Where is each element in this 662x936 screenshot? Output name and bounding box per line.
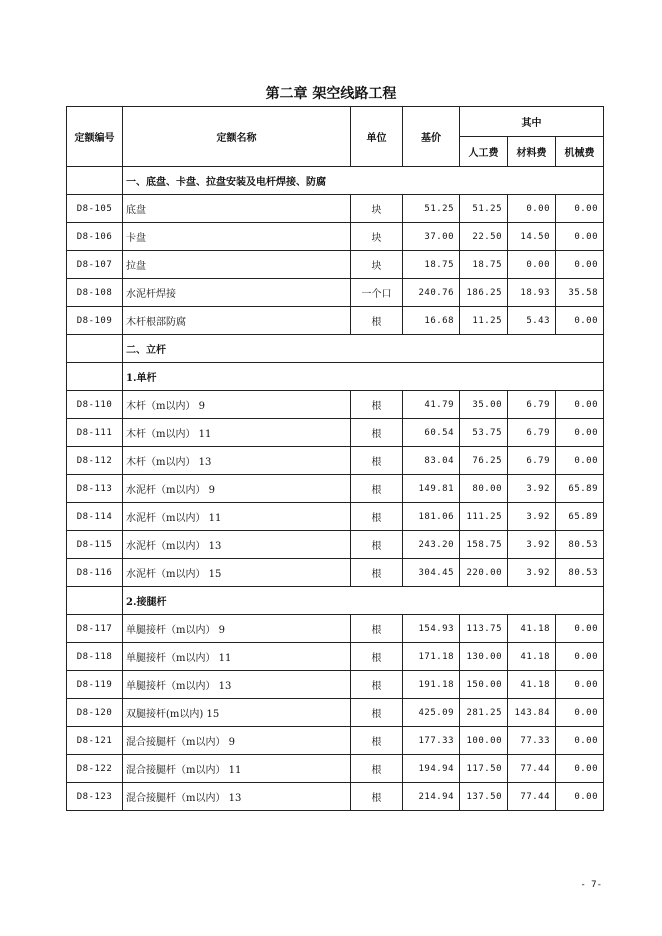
quota-unit: 根 <box>351 643 403 671</box>
base-price: 425.09 <box>403 699 460 727</box>
base-price: 191.18 <box>403 671 460 699</box>
quota-name: 双腿接杆(m以内) 15 <box>123 699 351 727</box>
base-price: 149.81 <box>403 475 460 503</box>
labor-cost: 130.00 <box>460 643 508 671</box>
quota-name: 混合接腿杆（m以内） 11 <box>123 755 351 783</box>
quota-unit: 根 <box>351 727 403 755</box>
table-body <box>67 167 604 811</box>
section-label: 二、立杆 <box>123 335 604 363</box>
table-row <box>67 307 604 335</box>
quota-name: 木杆（m以内） 13 <box>123 447 351 475</box>
header-labor: 人工费 <box>460 137 508 167</box>
quota-name: 水泥杆（m以内） 15 <box>123 559 351 587</box>
machine-cost: 65.89 <box>556 503 604 531</box>
quota-name: 水泥杆焊接 <box>123 279 351 307</box>
base-price: 41.79 <box>403 391 460 419</box>
quota-unit: 块 <box>351 195 403 223</box>
base-price: 304.45 <box>403 559 460 587</box>
header-name: 定额名称 <box>123 107 351 167</box>
header-of-which: 其中 <box>460 107 604 137</box>
labor-cost: 220.00 <box>460 559 508 587</box>
base-price: 37.00 <box>403 223 460 251</box>
header-material: 材料费 <box>508 137 556 167</box>
quota-name: 单腿接杆（m以内） 13 <box>123 671 351 699</box>
machine-cost: 0.00 <box>556 447 604 475</box>
material-cost: 0.00 <box>508 195 556 223</box>
quota-unit: 根 <box>351 307 403 335</box>
base-price: 177.33 <box>403 727 460 755</box>
table-row <box>67 531 604 559</box>
material-cost: 14.50 <box>508 223 556 251</box>
section-row <box>67 363 604 391</box>
material-cost: 0.00 <box>508 251 556 279</box>
material-cost: 77.33 <box>508 727 556 755</box>
table-row <box>67 727 604 755</box>
quota-code: D8-109 <box>67 307 123 335</box>
labor-cost: 76.25 <box>460 447 508 475</box>
material-cost: 77.44 <box>508 783 556 811</box>
table-header <box>67 107 604 167</box>
machine-cost: 0.00 <box>556 419 604 447</box>
quota-code: D8-108 <box>67 279 123 307</box>
machine-cost: 0.00 <box>556 615 604 643</box>
labor-cost: 18.75 <box>460 251 508 279</box>
base-price: 60.54 <box>403 419 460 447</box>
table-row <box>67 475 604 503</box>
section-code-cell <box>67 335 123 363</box>
table-row <box>67 279 604 307</box>
material-cost: 5.43 <box>508 307 556 335</box>
quota-code: D8-121 <box>67 727 123 755</box>
quota-unit: 根 <box>351 503 403 531</box>
quota-unit: 根 <box>351 531 403 559</box>
table-row <box>67 699 604 727</box>
base-price: 171.18 <box>403 643 460 671</box>
section-label: 1.单杆 <box>123 363 604 391</box>
base-price: 243.20 <box>403 531 460 559</box>
material-cost: 41.18 <box>508 643 556 671</box>
quota-unit: 根 <box>351 615 403 643</box>
quota-code: D8-115 <box>67 531 123 559</box>
page-number: - 7- <box>580 880 602 890</box>
base-price: 51.25 <box>403 195 460 223</box>
quota-code: D8-113 <box>67 475 123 503</box>
table-row <box>67 223 604 251</box>
quota-code: D8-106 <box>67 223 123 251</box>
base-price: 181.06 <box>403 503 460 531</box>
quota-unit: 根 <box>351 783 403 811</box>
quota-code: D8-119 <box>67 671 123 699</box>
quota-name: 水泥杆（m以内） 9 <box>123 475 351 503</box>
quota-table <box>66 106 604 811</box>
table-row <box>67 559 604 587</box>
machine-cost: 0.00 <box>556 755 604 783</box>
machine-cost: 0.00 <box>556 391 604 419</box>
machine-cost: 0.00 <box>556 671 604 699</box>
quota-code: D8-114 <box>67 503 123 531</box>
quota-code: D8-118 <box>67 643 123 671</box>
section-row <box>67 335 604 363</box>
machine-cost: 0.00 <box>556 195 604 223</box>
machine-cost: 0.00 <box>556 699 604 727</box>
quota-code: D8-122 <box>67 755 123 783</box>
quota-unit: 根 <box>351 419 403 447</box>
table-row <box>67 783 604 811</box>
labor-cost: 281.25 <box>460 699 508 727</box>
base-price: 154.93 <box>403 615 460 643</box>
quota-code: D8-123 <box>67 783 123 811</box>
page-title: 第二章 架空线路工程 <box>265 86 397 102</box>
labor-cost: 100.00 <box>460 727 508 755</box>
section-label: 一、底盘、卡盘、拉盘安装及电杆焊接、防腐 <box>123 167 604 195</box>
header-machine: 机械费 <box>556 137 604 167</box>
quota-name: 拉盘 <box>123 251 351 279</box>
quota-code: D8-110 <box>67 391 123 419</box>
quota-code: D8-111 <box>67 419 123 447</box>
section-row <box>67 587 604 615</box>
base-price: 194.94 <box>403 755 460 783</box>
quota-name: 木杆（m以内） 9 <box>123 391 351 419</box>
quota-unit: 根 <box>351 699 403 727</box>
material-cost: 3.92 <box>508 475 556 503</box>
labor-cost: 117.50 <box>460 755 508 783</box>
material-cost: 3.92 <box>508 531 556 559</box>
base-price: 214.94 <box>403 783 460 811</box>
quota-name: 混合接腿杆（m以内） 9 <box>123 727 351 755</box>
material-cost: 6.79 <box>508 391 556 419</box>
labor-cost: 111.25 <box>460 503 508 531</box>
quota-name: 水泥杆（m以内） 13 <box>123 531 351 559</box>
quota-name: 单腿接杆（m以内） 9 <box>123 615 351 643</box>
base-price: 240.76 <box>403 279 460 307</box>
labor-cost: 150.00 <box>460 671 508 699</box>
quota-code: D8-105 <box>67 195 123 223</box>
labor-cost: 158.75 <box>460 531 508 559</box>
table-row <box>67 251 604 279</box>
quota-name: 卡盘 <box>123 223 351 251</box>
table-row <box>67 503 604 531</box>
section-label: 2.接腿杆 <box>123 587 604 615</box>
quota-name: 木杆（m以内） 11 <box>123 419 351 447</box>
labor-cost: 22.50 <box>460 223 508 251</box>
labor-cost: 35.00 <box>460 391 508 419</box>
header-base-price: 基价 <box>403 107 460 167</box>
header-unit: 单位 <box>351 107 403 167</box>
labor-cost: 53.75 <box>460 419 508 447</box>
machine-cost: 0.00 <box>556 643 604 671</box>
section-code-cell <box>67 363 123 391</box>
table-row <box>67 615 604 643</box>
machine-cost: 0.00 <box>556 727 604 755</box>
machine-cost: 0.00 <box>556 251 604 279</box>
labor-cost: 113.75 <box>460 615 508 643</box>
header-code: 定额编号 <box>67 107 123 167</box>
quota-unit: 根 <box>351 755 403 783</box>
section-code-cell <box>67 587 123 615</box>
quota-code: D8-112 <box>67 447 123 475</box>
material-cost: 77.44 <box>508 755 556 783</box>
labor-cost: 137.50 <box>460 783 508 811</box>
table-row <box>67 447 604 475</box>
machine-cost: 0.00 <box>556 783 604 811</box>
table-row <box>67 643 604 671</box>
quota-unit: 根 <box>351 447 403 475</box>
quota-name: 木杆根部防腐 <box>123 307 351 335</box>
machine-cost: 0.00 <box>556 223 604 251</box>
material-cost: 143.84 <box>508 699 556 727</box>
quota-unit: 根 <box>351 475 403 503</box>
quota-name: 混合接腿杆（m以内） 13 <box>123 783 351 811</box>
quota-unit: 根 <box>351 559 403 587</box>
material-cost: 41.18 <box>508 615 556 643</box>
quota-unit: 块 <box>351 223 403 251</box>
material-cost: 3.92 <box>508 503 556 531</box>
base-price: 83.04 <box>403 447 460 475</box>
labor-cost: 186.25 <box>460 279 508 307</box>
quota-unit: 一个口 <box>351 279 403 307</box>
material-cost: 6.79 <box>508 419 556 447</box>
quota-code: D8-117 <box>67 615 123 643</box>
quota-code: D8-120 <box>67 699 123 727</box>
section-code-cell <box>67 167 123 195</box>
table-row <box>67 195 604 223</box>
quota-name: 水泥杆（m以内） 11 <box>123 503 351 531</box>
machine-cost: 0.00 <box>556 307 604 335</box>
material-cost: 18.93 <box>508 279 556 307</box>
quota-name: 单腿接杆（m以内） 11 <box>123 643 351 671</box>
labor-cost: 11.25 <box>460 307 508 335</box>
base-price: 18.75 <box>403 251 460 279</box>
table-row <box>67 419 604 447</box>
machine-cost: 80.53 <box>556 531 604 559</box>
material-cost: 41.18 <box>508 671 556 699</box>
table-row <box>67 755 604 783</box>
machine-cost: 80.53 <box>556 559 604 587</box>
material-cost: 3.92 <box>508 559 556 587</box>
quota-code: D8-107 <box>67 251 123 279</box>
quota-code: D8-116 <box>67 559 123 587</box>
labor-cost: 51.25 <box>460 195 508 223</box>
quota-unit: 块 <box>351 251 403 279</box>
labor-cost: 80.00 <box>460 475 508 503</box>
material-cost: 6.79 <box>508 447 556 475</box>
section-row <box>67 167 604 195</box>
machine-cost: 65.89 <box>556 475 604 503</box>
quota-name: 底盘 <box>123 195 351 223</box>
base-price: 16.68 <box>403 307 460 335</box>
quota-unit: 根 <box>351 391 403 419</box>
machine-cost: 35.58 <box>556 279 604 307</box>
quota-unit: 根 <box>351 671 403 699</box>
table-row <box>67 391 604 419</box>
table-row <box>67 671 604 699</box>
